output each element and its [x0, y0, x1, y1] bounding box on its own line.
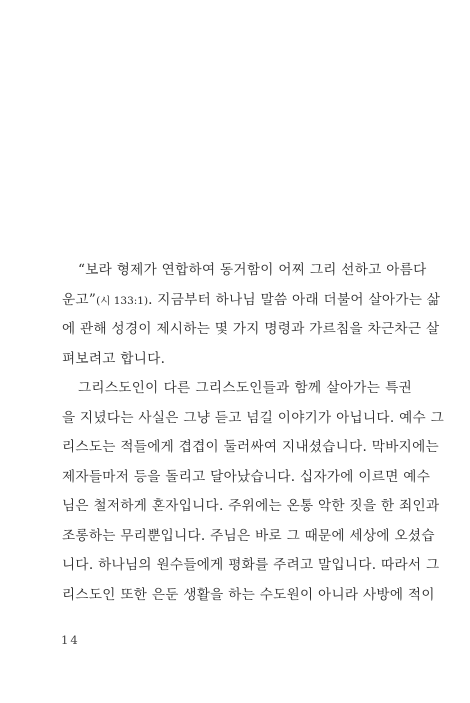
- text-line: 펴보려고 합니다.: [62, 350, 166, 367]
- paragraph-2: [62, 374, 444, 610]
- body-text: [62, 256, 444, 610]
- page-number: 14: [61, 633, 80, 647]
- text-span: . 지금부터 하나님 말씀 아래 더불어 살아가는 삶: [148, 291, 441, 308]
- text-line: 니다. 하나님의 원수들에게 평화를 주려고 말입니다. 따라서 그: [62, 557, 440, 573]
- text-line: 을 지녔다는 사실은 그냥 듣고 넘길 이야기가 아닙니다. 예수 그: [62, 409, 444, 426]
- text-line: 그리스도인이 다른 그리스도인들과 함께 살아가는 특권: [78, 380, 412, 396]
- text-line: “보라 형제가 연합하여 동거함이 어찌 그리 선하고 아름다: [78, 262, 427, 278]
- paragraph-1: [62, 256, 441, 374]
- text-line: [62, 286, 441, 316]
- text-line: 님은 철저하게 혼자입니다. 주위에는 온통 악한 짓을 한 죄인과: [62, 498, 440, 514]
- text-line: 조롱하는 무리뿐입니다. 주님은 바로 그 때문에 세상에 오셨습: [62, 527, 435, 544]
- scripture-reference: (시 133:1): [96, 294, 149, 307]
- text-span: 운고”: [62, 291, 97, 308]
- text-line: 리스도인 또한 은둔 생활을 하는 수도원이 아니라 사방에 적이: [62, 586, 435, 603]
- text-line: 리스도는 적들에게 겹겹이 둘러싸여 지내셨습니다. 막바지에는: [62, 439, 439, 455]
- text-line: 에 관해 성경이 제시하는 몇 가지 명령과 가르침을 차근차근 살: [62, 321, 440, 337]
- text-line: 제자들마저 등을 돌리고 달아났습니다. 십자가에 이르면 예수: [62, 468, 431, 485]
